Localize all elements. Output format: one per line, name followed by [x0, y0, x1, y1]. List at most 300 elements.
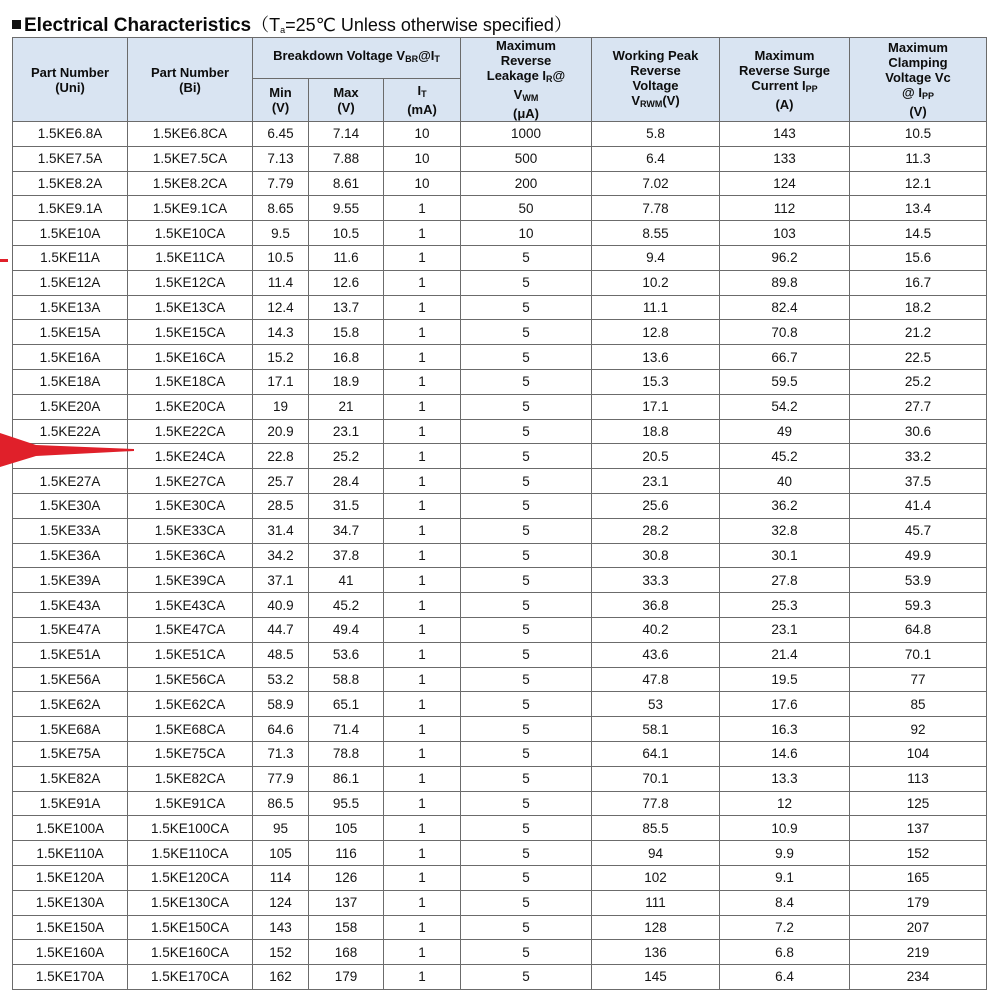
cell-part-bi: 1.5KE6.8CA [128, 122, 253, 147]
table-row [13, 320, 987, 345]
cell-part-bi: 1.5KE16CA [128, 345, 253, 370]
cell-leakage: 5 [461, 518, 592, 543]
cell-ipp: 112 [720, 196, 850, 221]
header-working-peak: Working Peak Reverse Voltage $V_{RWM}(V)$ [592, 38, 720, 122]
cell-vrwm: 30.8 [592, 543, 720, 568]
cell-ipp: 59.5 [720, 369, 850, 394]
table-row [13, 221, 987, 246]
cell-part-bi: 1.5KE68CA [128, 717, 253, 742]
cell-vbr-max: 78.8 [309, 741, 384, 766]
cell-leakage: 5 [461, 469, 592, 494]
cell-vbr-max: 71.4 [309, 717, 384, 742]
cell-ipp: 124 [720, 171, 850, 196]
cell-vc: 30.6 [850, 419, 987, 444]
cell-part-uni: 1.5KE7.5A [13, 146, 128, 171]
cell-vc: 37.5 [850, 469, 987, 494]
cell-part-bi: 1.5KE11CA [128, 245, 253, 270]
cell-part-bi: 1.5KE24CA [128, 444, 253, 469]
table-row [13, 617, 987, 642]
cell-vc: 18.2 [850, 295, 987, 320]
cell-it: 1 [384, 543, 461, 568]
table-row [13, 717, 987, 742]
cell-it: 10 [384, 122, 461, 147]
cell-leakage: 50 [461, 196, 592, 221]
cell-it: 1 [384, 791, 461, 816]
cell-leakage: 5 [461, 394, 592, 419]
cell-vbr-max: 49.4 [309, 617, 384, 642]
cell-part-uni: 1.5KE100A [13, 816, 128, 841]
cell-part-uni: 1.5KE110A [13, 841, 128, 866]
cell-part-bi: 1.5KE8.2CA [128, 171, 253, 196]
cell-it: 1 [384, 717, 461, 742]
cell-vbr-max: 23.1 [309, 419, 384, 444]
header-breakdown-voltage: Breakdown Voltage $V_{BR}@I_T$ [253, 38, 461, 79]
electrical-characteristics-table [12, 37, 987, 990]
cell-part-uni: 1.5KE39A [13, 568, 128, 593]
cell-vbr-min: 37.1 [253, 568, 309, 593]
cell-leakage: 5 [461, 667, 592, 692]
cell-ipp: 103 [720, 221, 850, 246]
table-row [13, 816, 987, 841]
cell-part-uni: 1.5KE62A [13, 692, 128, 717]
cell-vbr-min: 48.5 [253, 642, 309, 667]
cell-vc: 16.7 [850, 270, 987, 295]
section-title [12, 11, 572, 39]
cell-vbr-min: 22.8 [253, 444, 309, 469]
cell-vc: 21.2 [850, 320, 987, 345]
cell-vc: 59.3 [850, 593, 987, 618]
cell-vc: 92 [850, 717, 987, 742]
cell-vrwm: 15.3 [592, 369, 720, 394]
cell-vbr-min: 7.13 [253, 146, 309, 171]
table-row [13, 692, 987, 717]
cell-vbr-min: 19 [253, 394, 309, 419]
cell-part-uni: 1.5KE20A [13, 394, 128, 419]
cell-part-bi: 1.5KE47CA [128, 617, 253, 642]
cell-vbr-max: 34.7 [309, 518, 384, 543]
cell-vc: 45.7 [850, 518, 987, 543]
cell-part-bi: 1.5KE130CA [128, 890, 253, 915]
cell-ipp: 6.4 [720, 965, 850, 990]
header-part-bi: Part Number (Bi) [128, 38, 253, 122]
cell-ipp: 12 [720, 791, 850, 816]
cell-vbr-min: 28.5 [253, 493, 309, 518]
table-row [13, 965, 987, 990]
cell-ipp: 7.2 [720, 915, 850, 940]
cell-it: 1 [384, 320, 461, 345]
cell-part-bi: 1.5KE39CA [128, 568, 253, 593]
cell-part-uni: 1.5KE160A [13, 940, 128, 965]
cell-vbr-min: 86.5 [253, 791, 309, 816]
cell-part-uni: 1.5KE33A [13, 518, 128, 543]
cell-vbr-min: 17.1 [253, 369, 309, 394]
cell-vbr-min: 9.5 [253, 221, 309, 246]
cell-it: 1 [384, 221, 461, 246]
cell-ipp: 143 [720, 122, 850, 147]
cell-ipp: 17.6 [720, 692, 850, 717]
cell-vbr-max: 11.6 [309, 245, 384, 270]
header-surge-current: Maximum Reverse Surge Current $I_{PP}$ (A) [720, 38, 850, 122]
cell-leakage: 5 [461, 965, 592, 990]
cell-part-uni: 1.5KE68A [13, 717, 128, 742]
table-row [13, 469, 987, 494]
cell-ipp: 9.1 [720, 865, 850, 890]
cell-part-uni: 1.5KE11A [13, 245, 128, 270]
cell-vrwm: 11.1 [592, 295, 720, 320]
cell-ipp: 21.4 [720, 642, 850, 667]
cell-leakage: 5 [461, 295, 592, 320]
cell-vrwm: 36.8 [592, 593, 720, 618]
cell-vrwm: 20.5 [592, 444, 720, 469]
cell-leakage: 5 [461, 717, 592, 742]
cell-vc: 207 [850, 915, 987, 940]
cell-leakage: 5 [461, 692, 592, 717]
cell-part-uni: 1.5KE120A [13, 865, 128, 890]
red-mark [0, 259, 8, 262]
cell-vbr-max: 158 [309, 915, 384, 940]
cell-it: 1 [384, 196, 461, 221]
cell-vc: 77 [850, 667, 987, 692]
header-part-uni: Part Number (Uni) [13, 38, 128, 122]
cell-part-bi: 1.5KE110CA [128, 841, 253, 866]
cell-part-uni: 1.5KE75A [13, 741, 128, 766]
cell-vc: 14.5 [850, 221, 987, 246]
cell-vbr-min: 10.5 [253, 245, 309, 270]
cell-leakage: 5 [461, 865, 592, 890]
cell-vbr-min: 58.9 [253, 692, 309, 717]
cell-vbr-max: 53.6 [309, 642, 384, 667]
cell-vbr-min: 7.79 [253, 171, 309, 196]
cell-vc: 64.8 [850, 617, 987, 642]
cell-part-bi: 1.5KE150CA [128, 915, 253, 940]
cell-it: 1 [384, 816, 461, 841]
cell-part-uni: 1.5KE12A [13, 270, 128, 295]
cell-part-bi: 1.5KE120CA [128, 865, 253, 890]
cell-part-bi: 1.5KE9.1CA [128, 196, 253, 221]
cell-part-bi: 1.5KE10CA [128, 221, 253, 246]
cell-vrwm: 33.3 [592, 568, 720, 593]
cell-vbr-min: 124 [253, 890, 309, 915]
cell-leakage: 5 [461, 890, 592, 915]
cell-vc: 22.5 [850, 345, 987, 370]
table-row [13, 196, 987, 221]
cell-vbr-min: 95 [253, 816, 309, 841]
cell-vbr-max: 16.8 [309, 345, 384, 370]
cell-vc: 137 [850, 816, 987, 841]
cell-leakage: 5 [461, 940, 592, 965]
cell-vrwm: 8.55 [592, 221, 720, 246]
cell-part-bi: 1.5KE7.5CA [128, 146, 253, 171]
cell-vbr-max: 86.1 [309, 766, 384, 791]
cell-vc: 13.4 [850, 196, 987, 221]
cell-vbr-min: 40.9 [253, 593, 309, 618]
table-row [13, 865, 987, 890]
cell-part-bi: 1.5KE20CA [128, 394, 253, 419]
cell-vc: 85 [850, 692, 987, 717]
cell-part-bi: 1.5KE36CA [128, 543, 253, 568]
cell-ipp: 30.1 [720, 543, 850, 568]
cell-vrwm: 128 [592, 915, 720, 940]
table-row [13, 394, 987, 419]
cell-vrwm: 136 [592, 940, 720, 965]
cell-vbr-max: 37.8 [309, 543, 384, 568]
cell-part-uni: 1.5KE43A [13, 593, 128, 618]
cell-vbr-max: 13.7 [309, 295, 384, 320]
cell-vbr-max: 45.2 [309, 593, 384, 618]
cell-vbr-min: 8.65 [253, 196, 309, 221]
cell-part-bi: 1.5KE82CA [128, 766, 253, 791]
cell-leakage: 5 [461, 444, 592, 469]
cell-vrwm: 5.8 [592, 122, 720, 147]
cell-part-bi: 1.5KE13CA [128, 295, 253, 320]
cell-it: 1 [384, 741, 461, 766]
cell-part-bi: 1.5KE75CA [128, 741, 253, 766]
cell-vbr-min: 12.4 [253, 295, 309, 320]
cell-part-uni: 1.5KE6.8A [13, 122, 128, 147]
cell-ipp: 16.3 [720, 717, 850, 742]
table-row [13, 493, 987, 518]
cell-vc: 179 [850, 890, 987, 915]
cell-it: 1 [384, 369, 461, 394]
cell-ipp: 13.3 [720, 766, 850, 791]
table-row [13, 444, 987, 469]
cell-leakage: 5 [461, 543, 592, 568]
cell-part-uni: 1.5KE30A [13, 493, 128, 518]
cell-vbr-max: 126 [309, 865, 384, 890]
title-condition: （$T_a=25℃$ Unless otherwise specified） [251, 15, 572, 35]
cell-vc: 33.2 [850, 444, 987, 469]
cell-leakage: 5 [461, 568, 592, 593]
cell-ipp: 133 [720, 146, 850, 171]
cell-part-bi: 1.5KE56CA [128, 667, 253, 692]
cell-leakage: 5 [461, 791, 592, 816]
cell-part-uni: 1.5KE27A [13, 469, 128, 494]
table-row [13, 841, 987, 866]
cell-leakage: 5 [461, 617, 592, 642]
cell-part-uni: 1.5KE8.2A [13, 171, 128, 196]
cell-it: 1 [384, 865, 461, 890]
cell-it: 1 [384, 915, 461, 940]
cell-ipp: 45.2 [720, 444, 850, 469]
table-row [13, 245, 987, 270]
table-row [13, 122, 987, 147]
cell-part-bi: 1.5KE33CA [128, 518, 253, 543]
cell-part-bi: 1.5KE43CA [128, 593, 253, 618]
cell-vbr-max: 8.61 [309, 171, 384, 196]
table-row [13, 295, 987, 320]
cell-part-bi: 1.5KE100CA [128, 816, 253, 841]
header-it: $I_T$ (mA) [384, 78, 461, 121]
title-main: Electrical Characteristics [24, 15, 252, 36]
cell-vrwm: 70.1 [592, 766, 720, 791]
cell-leakage: 10 [461, 221, 592, 246]
header-clamping-voltage: Maximum Clamping Voltage Vc @ $I_{PP}$ (V) [850, 38, 987, 122]
cell-leakage: 5 [461, 245, 592, 270]
cell-it: 1 [384, 890, 461, 915]
cell-it: 1 [384, 692, 461, 717]
cell-it: 1 [384, 593, 461, 618]
cell-vc: 165 [850, 865, 987, 890]
table-row [13, 642, 987, 667]
table-row [13, 518, 987, 543]
cell-part-bi: 1.5KE62CA [128, 692, 253, 717]
cell-part-uni: 1.5KE15A [13, 320, 128, 345]
table-row [13, 369, 987, 394]
cell-vc: 11.3 [850, 146, 987, 171]
cell-vc: 25.2 [850, 369, 987, 394]
cell-leakage: 5 [461, 841, 592, 866]
table-row [13, 171, 987, 196]
cell-leakage: 5 [461, 741, 592, 766]
table-body [13, 122, 987, 990]
cell-leakage: 5 [461, 369, 592, 394]
cell-vbr-min: 105 [253, 841, 309, 866]
cell-part-bi: 1.5KE170CA [128, 965, 253, 990]
cell-vrwm: 28.2 [592, 518, 720, 543]
table-row [13, 270, 987, 295]
cell-part-uni: 1.5KE16A [13, 345, 128, 370]
header-leakage: Maximum Reverse Leakage $I_R@$ $V_{WM}$ (μA) [461, 38, 592, 122]
cell-leakage: 5 [461, 320, 592, 345]
cell-it: 1 [384, 568, 461, 593]
cell-vbr-min: 14.3 [253, 320, 309, 345]
cell-leakage: 5 [461, 270, 592, 295]
cell-vbr-max: 95.5 [309, 791, 384, 816]
cell-it: 1 [384, 469, 461, 494]
cell-ipp: 49 [720, 419, 850, 444]
header-min: Min (V) [253, 78, 309, 121]
table-row [13, 419, 987, 444]
cell-vrwm: 10.2 [592, 270, 720, 295]
cell-ipp: 10.9 [720, 816, 850, 841]
cell-it: 1 [384, 766, 461, 791]
cell-vbr-max: 168 [309, 940, 384, 965]
cell-vbr-max: 15.8 [309, 320, 384, 345]
cell-vbr-max: 105 [309, 816, 384, 841]
cell-vbr-max: 18.9 [309, 369, 384, 394]
cell-part-uni: 1.5KE10A [13, 221, 128, 246]
cell-part-bi: 1.5KE12CA [128, 270, 253, 295]
cell-ipp: 66.7 [720, 345, 850, 370]
square-bullet-icon [12, 20, 21, 29]
cell-vbr-min: 71.3 [253, 741, 309, 766]
table-row [13, 791, 987, 816]
cell-vrwm: 145 [592, 965, 720, 990]
cell-ipp: 23.1 [720, 617, 850, 642]
cell-vbr-min: 6.45 [253, 122, 309, 147]
cell-part-uni: 1.5KE22A [13, 419, 128, 444]
cell-ipp: 25.3 [720, 593, 850, 618]
cell-part-uni: 1.5KE51A [13, 642, 128, 667]
cell-vbr-max: 12.6 [309, 270, 384, 295]
cell-vbr-min: 162 [253, 965, 309, 990]
cell-part-uni: 1.5KE170A [13, 965, 128, 990]
cell-vc: 41.4 [850, 493, 987, 518]
cell-vrwm: 53 [592, 692, 720, 717]
cell-it: 10 [384, 171, 461, 196]
cell-leakage: 5 [461, 345, 592, 370]
cell-part-uni: 1.5KE13A [13, 295, 128, 320]
cell-vbr-min: 53.2 [253, 667, 309, 692]
cell-part-bi: 1.5KE51CA [128, 642, 253, 667]
cell-vbr-min: 143 [253, 915, 309, 940]
table-row [13, 667, 987, 692]
cell-vbr-min: 77.9 [253, 766, 309, 791]
cell-vrwm: 40.2 [592, 617, 720, 642]
cell-vc: 53.9 [850, 568, 987, 593]
cell-ipp: 82.4 [720, 295, 850, 320]
cell-it: 1 [384, 245, 461, 270]
cell-vbr-max: 58.8 [309, 667, 384, 692]
cell-it: 1 [384, 841, 461, 866]
cell-vc: 125 [850, 791, 987, 816]
cell-vrwm: 25.6 [592, 493, 720, 518]
cell-ipp: 8.4 [720, 890, 850, 915]
cell-it: 1 [384, 419, 461, 444]
cell-part-uni: 1.5KE47A [13, 617, 128, 642]
cell-vbr-max: 9.55 [309, 196, 384, 221]
cell-vbr-max: 31.5 [309, 493, 384, 518]
cell-part-bi: 1.5KE27CA [128, 469, 253, 494]
cell-vc: 104 [850, 741, 987, 766]
table-row [13, 915, 987, 940]
table-row [13, 568, 987, 593]
cell-it: 1 [384, 518, 461, 543]
cell-vc: 12.1 [850, 171, 987, 196]
cell-part-uni: 1.5KE150A [13, 915, 128, 940]
cell-part-bi: 1.5KE30CA [128, 493, 253, 518]
cell-ipp: 6.8 [720, 940, 850, 965]
cell-leakage: 5 [461, 915, 592, 940]
cell-it: 1 [384, 444, 461, 469]
cell-vbr-max: 7.14 [309, 122, 384, 147]
cell-vbr-max: 21 [309, 394, 384, 419]
cell-vc: 113 [850, 766, 987, 791]
cell-vc: 10.5 [850, 122, 987, 147]
red-arrow-icon [0, 429, 135, 471]
cell-it: 1 [384, 345, 461, 370]
cell-part-uni: 1.5KE56A [13, 667, 128, 692]
cell-vrwm: 6.4 [592, 146, 720, 171]
cell-vbr-min: 34.2 [253, 543, 309, 568]
cell-vrwm: 17.1 [592, 394, 720, 419]
table-row [13, 890, 987, 915]
cell-vrwm: 94 [592, 841, 720, 866]
cell-vrwm: 7.02 [592, 171, 720, 196]
table-row [13, 766, 987, 791]
cell-ipp: 40 [720, 469, 850, 494]
cell-vbr-max: 10.5 [309, 221, 384, 246]
cell-leakage: 1000 [461, 122, 592, 147]
cell-vbr-min: 11.4 [253, 270, 309, 295]
cell-ipp: 9.9 [720, 841, 850, 866]
cell-vbr-max: 116 [309, 841, 384, 866]
cell-vbr-min: 31.4 [253, 518, 309, 543]
cell-part-bi: 1.5KE22CA [128, 419, 253, 444]
cell-ipp: 32.8 [720, 518, 850, 543]
cell-it: 1 [384, 940, 461, 965]
table-row [13, 543, 987, 568]
cell-vbr-min: 15.2 [253, 345, 309, 370]
cell-part-uni: 1.5KE18A [13, 369, 128, 394]
cell-part-bi: 1.5KE91CA [128, 791, 253, 816]
cell-ipp: 89.8 [720, 270, 850, 295]
cell-vc: 234 [850, 965, 987, 990]
cell-vc: 49.9 [850, 543, 987, 568]
cell-vrwm: 47.8 [592, 667, 720, 692]
cell-vbr-max: 25.2 [309, 444, 384, 469]
cell-vbr-max: 179 [309, 965, 384, 990]
